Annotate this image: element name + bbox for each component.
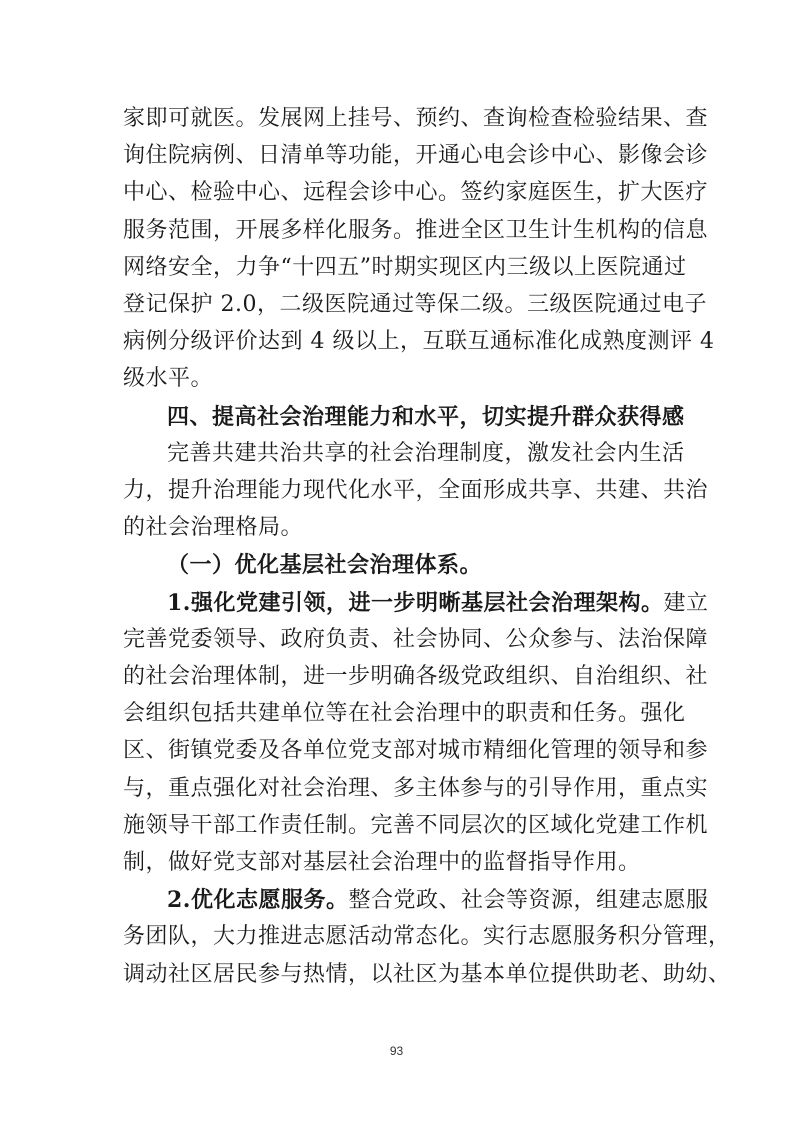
paragraph-line: 中心、检验中心、远程会诊中心。签约家庭医生，扩大医疗 [123, 180, 709, 206]
paragraph-line: 务团队，大力推进志愿活动常态化。实行志愿服务积分管理， [123, 924, 731, 950]
item-first-line [167, 882, 709, 918]
paragraph-line: 级水平。 [123, 366, 214, 392]
item-title: 2.优化志愿服务。 [167, 887, 349, 914]
item-title: 1.强化党建引领，进一步明晰基层社会治理架构。 [167, 589, 664, 616]
paragraph-line: 调动社区居民参与热情，以社区为基本单位提供助老、助幼、 [123, 961, 731, 987]
item-text: 建立 [663, 590, 709, 616]
paragraph-line: 完善共建共治共享的社会治理制度，激发社会内生活 [167, 440, 685, 466]
page-number: 93 [389, 1044, 404, 1058]
paragraph-line: 服务范围，开展多样化服务。推进全区卫生计生机构的信息 [123, 217, 709, 243]
paragraph-line: 的社会治理体制，进一步明确各级党政组织、自治组织、社 [123, 664, 709, 689]
section-heading: 四、提高社会治理能力和水平，切实提升群众获得感 [167, 403, 685, 430]
subsection-heading: （一）优化基层社会治理体系。 [167, 552, 483, 579]
paragraph-line: 与，重点强化对社会治理、多主体参与的引导作用，重点实 [123, 775, 709, 801]
paragraph-line: 网络安全，力争“十四五”时期实现区内三级以上医院通过 [123, 254, 687, 280]
paragraph-line: 的社会治理格局。 [123, 515, 304, 541]
paragraph-line: 病例分级评价达到 4 级以上，互联互通标准化成熟度测评 4 [123, 329, 715, 355]
paragraph-line: 区、街镇党委及各单位党支部对城市精细化管理的领导和参 [123, 738, 709, 764]
paragraph-line: 登记保护 2.0，二级医院通过等保二级。三级医院通过电子 [123, 292, 707, 317]
paragraph-line: 制，做好党支部对基层社会治理中的监督指导作用。 [123, 850, 641, 875]
paragraph-line: 力，提升治理能力现代化水平，全面形成共享、共建、共治 [123, 478, 709, 503]
paragraph-line: 会组织包括共建单位等在社会治理中的职责和任务。强化 [123, 701, 686, 727]
paragraph-line: 完善党委领导、政府负责、社会协同、公众参与、法治保障 [123, 626, 709, 652]
item-text: 整合党政、社会等资源，组建志愿服 [348, 888, 709, 914]
paragraph-line: 询住院病例、日清单等功能，开通心电会诊中心、影像会诊 [123, 143, 709, 169]
paragraph-line: 施领导干部工作责任制。完善不同层次的区域化党建工作机 [123, 812, 709, 838]
paragraph-line: 家即可就医。发展网上挂号、预约、查询检查检验结果、查 [123, 106, 709, 131]
item-first-line [167, 585, 709, 621]
